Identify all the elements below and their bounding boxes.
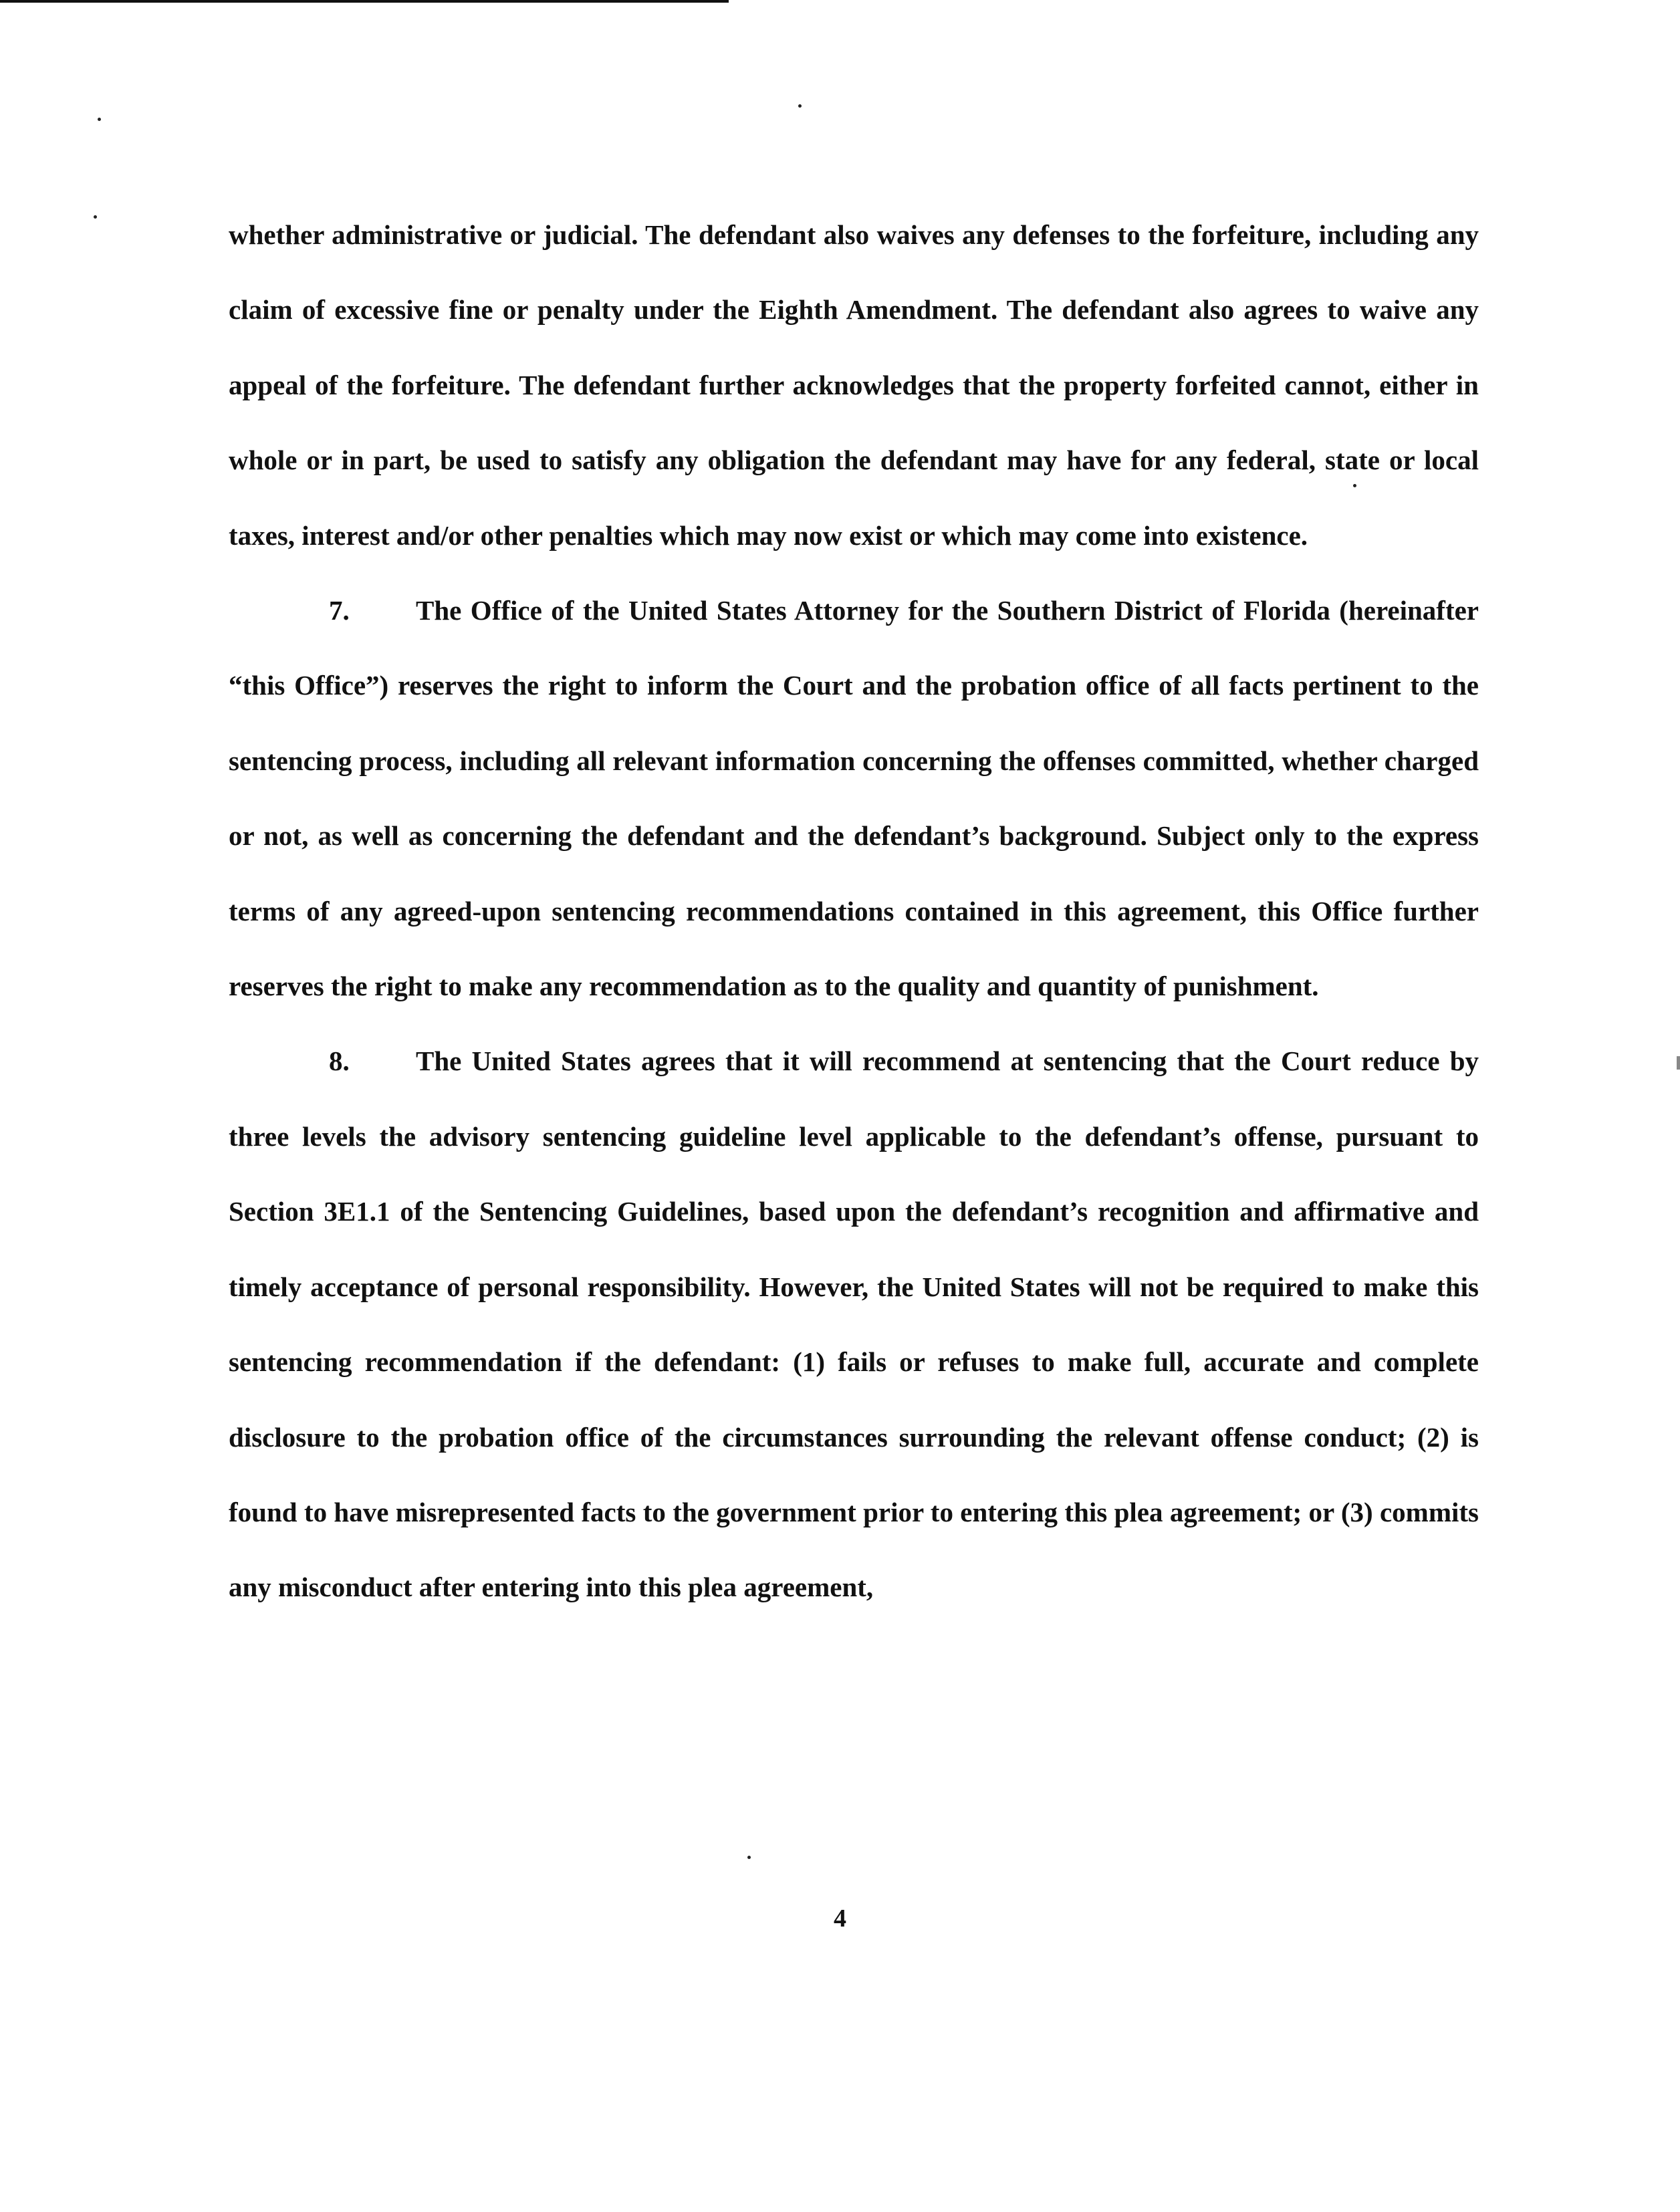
paragraph-text: whether administrative or judicial. The defendant also waives any defenses to the forfeiture, including any claim of excessive fine or penalty under the Eighth Amendment. The defendant also agrees to waive any appeal of the forfeiture. The defendant further acknowledges that the property forfeited cannot, either in whole or in part, be used to satisfy any obligation the defendant may have for any federal, state or local taxes, interest and/or other penalties which may now exist or which may come into existence. (229, 219, 1479, 551)
scan-speck (98, 118, 101, 121)
scan-top-edge (0, 0, 729, 3)
scan-edge-mark (1677, 1056, 1680, 1070)
scan-speck (747, 1856, 751, 1859)
scan-speck (798, 104, 802, 108)
page-number: 4 (834, 1904, 846, 1933)
paragraph-8 (229, 1023, 1479, 1624)
paragraph-7 (229, 573, 1479, 1023)
paragraph-continuation (229, 197, 1479, 573)
paragraph-text: The Office of the United States Attorney for the Southern District of Florida (hereinafter “this Office”) reserves the right to inform the Court and the probation office of all facts pertinent to the sentencing process, including all relevant information concerning the offenses committed, whether charged or not, as well as concerning the defendant and the defendant’s background. Subject only to the express terms of any agreed-upon sentencing recommendations contained in this agreement, this Office further reserves the right to make any recommendation as to the quality and quantity of punishment. (229, 595, 1479, 1002)
paragraph-number: 8. (329, 1046, 350, 1077)
scan-speck (94, 215, 97, 219)
paragraph-text: The United States agrees that it will recommend at sentencing that the Court reduce by three levels the advisory sentencing guideline level applicable to the defendant’s offense, pursuant to Section 3E1.1 of the Sentencing Guidelines, based upon the defendant’s recognition and affirmative and timely acceptance of personal responsibility. However, the United States will not be required to make this sentencing recommendation if the defendant: (1) fails or refuses to make full, accurate and complete disclosure to the probation office of the circumstances surrounding the relevant offense conduct; (2) is found to have misrepresented facts to the government prior to entering this plea agreement; or (3) commits any misconduct after entering into this plea agreement, (229, 1046, 1479, 1603)
paragraph-number: 7. (329, 595, 350, 626)
document-body (229, 197, 1479, 1625)
